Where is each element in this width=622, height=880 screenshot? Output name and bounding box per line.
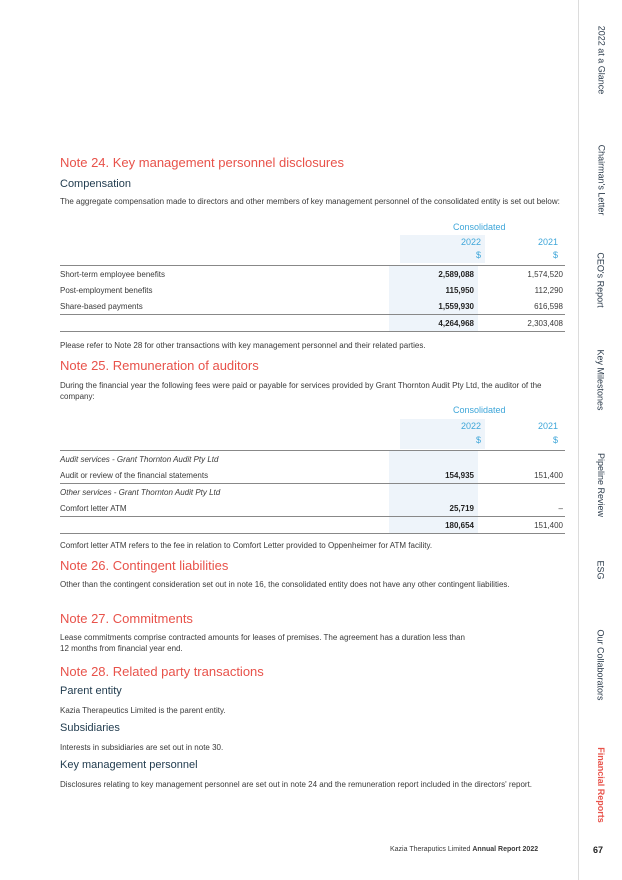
note28-parent-body: Kazia Therapeutics Limited is the parent entity. [60,706,226,715]
footer-report: Annual Report 2022 [472,846,539,853]
table-row [60,467,565,484]
note27-body-line2: 12 months from financial year end. [60,644,183,653]
row-value-2022: 115,950 [389,282,478,298]
sidebar-item-our-collaborators[interactable] [591,625,611,705]
sidebar-item-label: Our Collaborators [596,629,606,701]
note24-unit-2022: $ [475,250,481,260]
sidebar-item-pipeline-review[interactable] [591,450,611,520]
note28-title: Note 28. Related party transactions [60,664,264,679]
section-sidebar [578,0,622,880]
note24-table [60,265,565,332]
note26-body: Other than the contingent consideration set out in note 16, the consolidated entity does not have any other contingent liabilities. [60,580,510,589]
note25-footnote: Comfort letter ATM refers to the fee in relation to Comfort Letter provided to Oppenheimer for ATM facility. [60,541,433,550]
row-label: Share-based payments [60,301,143,311]
note28-kmp-heading: Key management personnel [60,759,198,771]
note28-subsidiaries-body: Interests in subsidiaries are set out in note 30. [60,743,224,752]
table-section-row [60,484,565,501]
note25-intro: During the financial year the following fees were paid or payable for services provided by Grant Thornton Audit Pty Ltd, the auditor of the company: [60,381,542,401]
row-value-2021: – [558,503,563,513]
note24-consolidated-header: Consolidated [453,222,506,232]
row-label: Short-term employee benefits [60,266,389,283]
row-label: Comfort letter ATM [60,503,127,513]
row-value-2022: 154,935 [389,467,478,484]
page-footer [390,846,538,853]
total-2021: 151,400 [478,517,565,534]
row-value-2022: 2,589,088 [389,266,478,283]
note24-subtitle: Compensation [60,178,131,190]
sidebar-item-ceos-report[interactable] [591,245,611,315]
table-section-row [60,451,565,468]
note24-footnote: Please refer to Note 28 for other transactions with key management personnel and their related parties. [60,341,426,350]
section-label: Other services - Grant Thornton Audit Pty Ltd [60,484,389,501]
page-number: 67 [593,845,604,855]
note28-subsidiaries-heading: Subsidiaries [60,722,120,734]
sidebar-item-key-milestones[interactable] [591,345,611,415]
table-row [60,266,565,283]
note24-title: Note 24. Key management personnel disclosures [60,155,344,170]
table-row [60,298,565,315]
total-2022: 4,264,968 [389,315,478,332]
table-row [60,282,565,298]
note25-consolidated-header: Consolidated [453,405,506,415]
note27-title: Note 27. Commitments [60,611,193,626]
sidebar-item-2022-at-a-glance[interactable] [591,20,611,100]
note25-table [60,450,565,534]
row-label: Post-employment benefits [60,285,153,295]
sidebar-item-chairmans-letter[interactable] [591,140,611,220]
total-2021: 2,303,408 [478,315,565,332]
row-value-2021: 616,598 [534,301,563,311]
table-total-row [60,517,565,534]
note28-parent-heading: Parent entity [60,685,122,697]
section-label: Audit services - Grant Thornton Audit Pty Ltd [60,451,389,468]
note25-unit-2021: $ [552,435,558,445]
row-value-2021: 151,400 [534,470,563,480]
sidebar-item-financial-reports[interactable] [591,745,611,825]
note27-body-line1: Lease commitments comprise contracted amounts for leases of premises. The agreement has a duration less than [60,633,465,642]
footer-company: Kazia Theraputics Limited [390,846,471,853]
note26-title: Note 26. Contingent liabilities [60,558,229,573]
sidebar-item-label: 2022 at a Glance [596,25,606,95]
note28-kmp-body: Disclosures relating to key management personnel are set out in note 24 and the remuneration report included in the directors' report. [60,780,533,789]
sidebar-item-label: Financial Reports [596,747,607,823]
sidebar-item-label: Pipeline Review [596,452,607,518]
note25-year-2022: 2022 [460,421,481,431]
row-value-2022: 25,719 [389,500,478,517]
note25-unit-2022: $ [475,435,481,445]
sidebar-item-esg[interactable] [591,555,611,585]
sidebar-item-label: Chairman's Letter [596,144,606,216]
note25-title: Note 25. Remuneration of auditors [60,358,259,373]
note24-intro: The aggregate compensation made to directors and other members of key management personnel of the consolidated entity is set out below: [60,197,560,206]
row-value-2021: 1,574,520 [478,266,565,283]
total-2022: 180,654 [389,517,478,534]
sidebar-item-label: CEO's Report [596,252,606,308]
sidebar-item-label: Key Milestones [596,349,606,411]
note24-unit-2021: $ [552,250,558,260]
row-label: Audit or review of the financial statements [60,470,209,480]
table-row [60,500,565,517]
note25-year-2021: 2021 [537,421,558,431]
note24-year-2021: 2021 [537,237,558,247]
sidebar-item-label: ESG [595,560,606,580]
row-value-2021: 112,290 [534,285,563,295]
row-value-2022: 1,559,930 [389,298,478,315]
table-total-row [60,315,565,332]
note24-year-2022: 2022 [460,237,481,247]
